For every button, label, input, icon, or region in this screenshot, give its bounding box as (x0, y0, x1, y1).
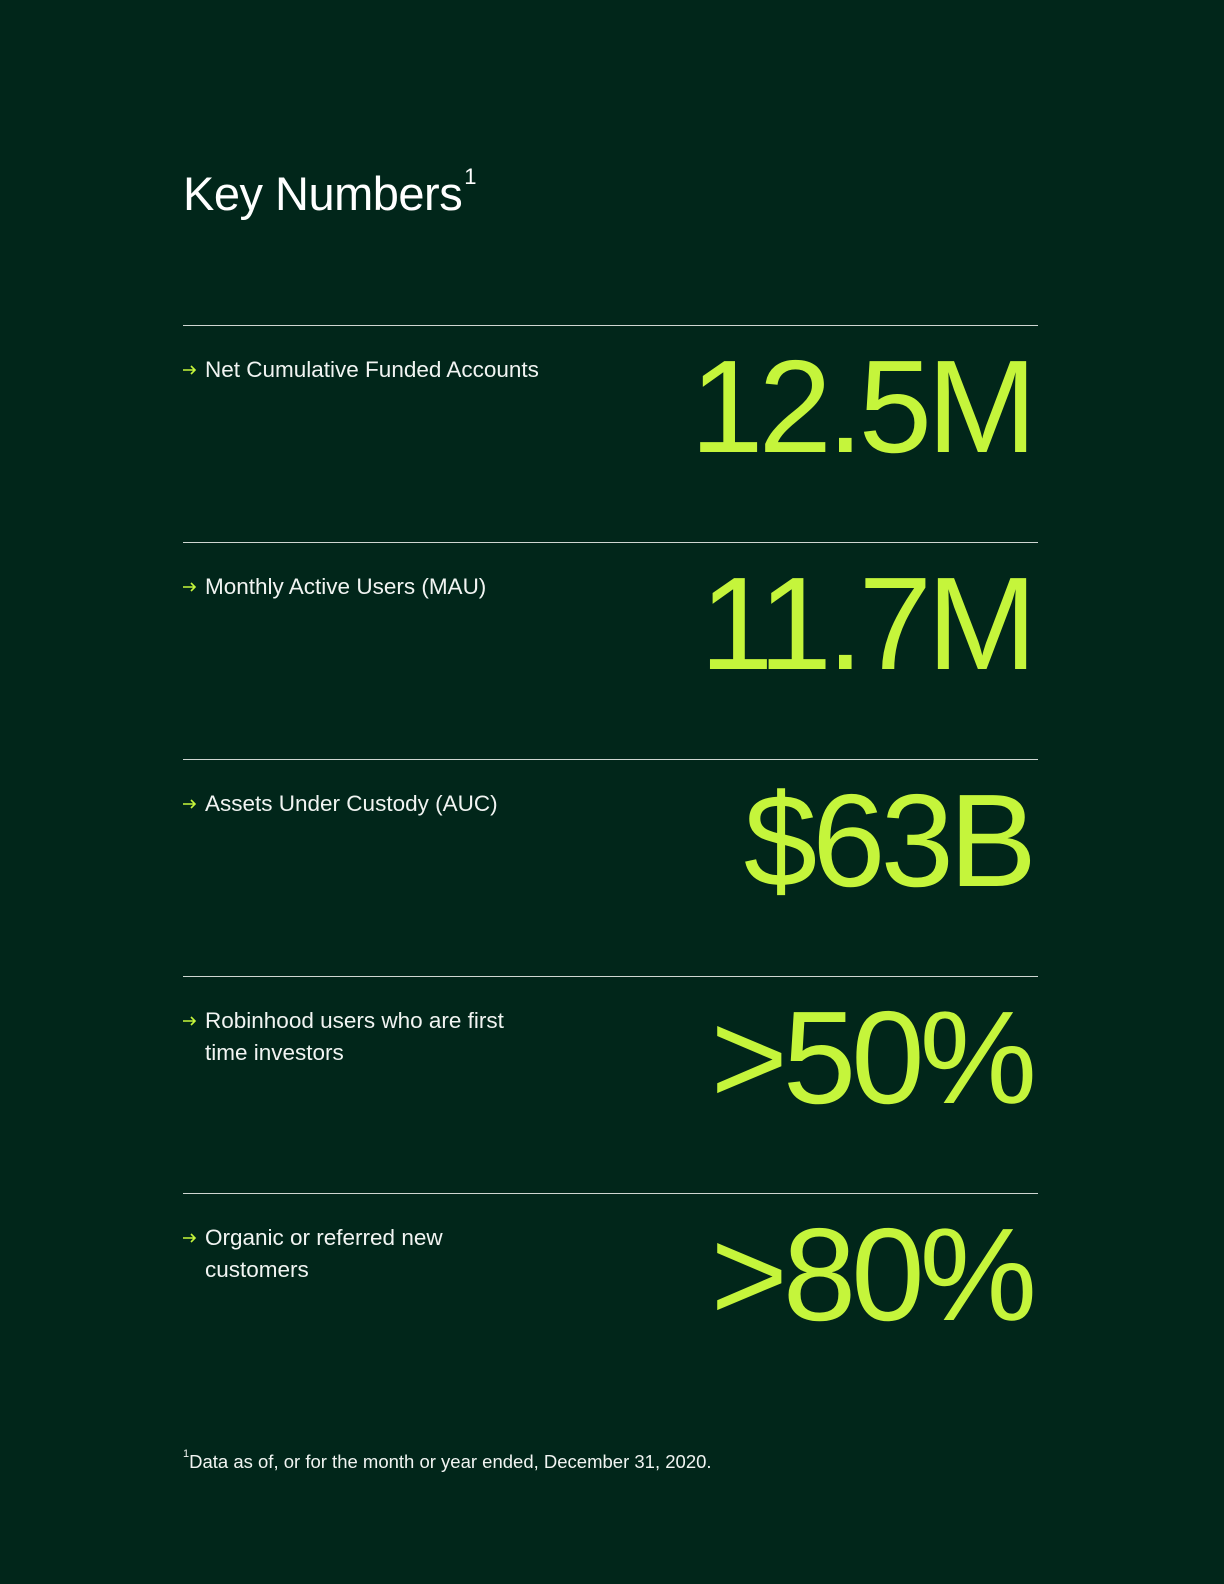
arrow-right-icon (183, 1005, 205, 1037)
metric-row-mau (183, 542, 1038, 759)
metric-label-text: Monthly Active Users (MAU) (205, 574, 487, 599)
metric-value: 12.5M (690, 333, 1032, 480)
metric-label (183, 1005, 543, 1069)
metric-value: >80% (710, 1201, 1032, 1348)
arrow-right-icon (183, 788, 205, 820)
metric-label-text: Net Cumulative Funded Accounts (205, 357, 539, 382)
metric-row-auc (183, 759, 1038, 976)
metric-label (183, 1222, 543, 1286)
metric-label-text: Organic or referred new customers (205, 1225, 443, 1282)
metric-row-funded-accounts (183, 325, 1038, 542)
page-title-text: Key Numbers (183, 167, 463, 220)
footnote-mark: 1 (183, 1448, 190, 1460)
metric-label (183, 788, 543, 820)
metric-row-organic-referred (183, 1193, 1038, 1410)
arrow-right-icon (183, 354, 205, 386)
metric-value: $63B (743, 767, 1032, 914)
page-title (183, 166, 476, 221)
metric-value: >50% (710, 984, 1032, 1131)
arrow-right-icon (183, 1222, 205, 1254)
metric-value: 11.7M (699, 550, 1032, 697)
metric-row-first-time-investors (183, 976, 1038, 1193)
metric-label-text: Assets Under Custody (AUC) (205, 791, 498, 816)
title-footnote-mark: 1 (464, 164, 476, 189)
metric-label-text: Robinhood users who are first time investors (205, 1008, 504, 1065)
metrics-list (183, 325, 1038, 1410)
footnote-text: Data as of, or for the month or year ended, December 31, 2020. (189, 1451, 712, 1472)
metric-label (183, 571, 543, 603)
arrow-right-icon (183, 571, 205, 603)
footnote (183, 1448, 712, 1473)
metric-label (183, 354, 543, 386)
